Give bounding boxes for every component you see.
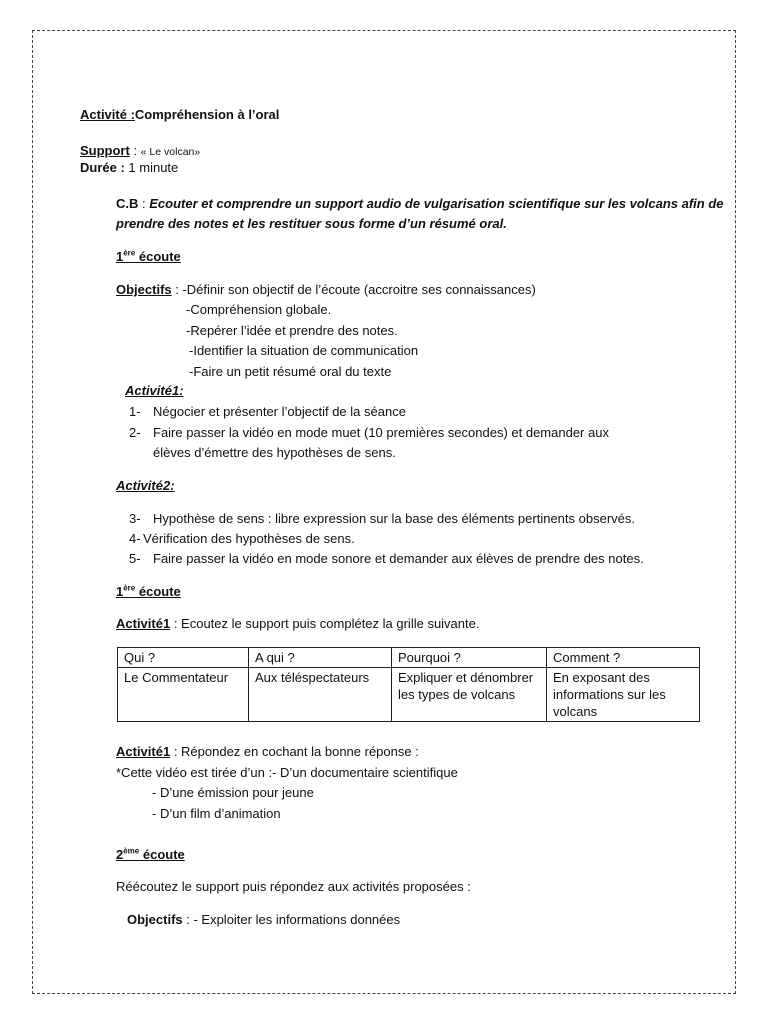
support-value: « Le volcan» — [140, 146, 201, 158]
activity2-title: Activité2: — [116, 478, 175, 493]
task2-line — [116, 744, 419, 760]
support-line: Support : « Le volcan» — [80, 143, 201, 158]
list-item-continued: élèves d’émettre des hypothèses de sens. — [153, 445, 396, 460]
table-cell: Aux téléspectateurs — [249, 668, 392, 722]
table-cell: Le Commentateur — [118, 668, 249, 722]
objective-item: -Identifier la situation de communication — [189, 343, 419, 358]
answer-option: - D’un film d’animation — [152, 806, 281, 821]
support-label: Support — [80, 143, 130, 158]
objectives2-label: Objectifs — [127, 912, 183, 927]
list-item: Hypothèse de sens : libre expression sur la base des éléments pertinents observés. — [153, 511, 635, 526]
objectives-line-1: Objectifs : -Définir son objectif de l’écoute (accroitre ses connaissances) — [116, 282, 536, 297]
duration-value: 1 minute — [124, 160, 179, 175]
answer-option: - D’une émission pour jeune — [152, 785, 314, 800]
table-header-cell: Qui ? — [118, 648, 249, 668]
duration-label: Durée : — [80, 160, 125, 175]
duration-line — [80, 160, 178, 176]
task2-question: *Cette vidéo est tirée d’un :- D’un documentaire scientifique — [116, 765, 458, 780]
task1-text: : Ecoutez le support puis complétez la grille suivante. — [170, 616, 480, 631]
task1-line — [116, 616, 479, 632]
list-item-num: 4- — [129, 531, 141, 546]
cb-label: C.B — [116, 196, 139, 211]
table-row — [118, 668, 700, 722]
task2-label: Activité1 — [116, 744, 171, 759]
list-item-num: 2- — [129, 425, 141, 440]
activity-title: Compréhension à l’oral — [134, 107, 280, 122]
qqoqc-grid — [117, 647, 700, 722]
table-header-cell: A qui ? — [249, 648, 392, 668]
list-item-num: 1- — [129, 404, 141, 419]
list-item: Vérification des hypothèses de sens. — [143, 531, 355, 546]
list-item: Faire passer la vidéo en mode muet (10 premières secondes) et demander aux — [153, 425, 609, 440]
table-header-cell: Pourquoi ? — [392, 648, 547, 668]
section-heading-ecoute-2: 2ème écoute — [116, 846, 185, 862]
table-cell: En exposant des informations sur les volcans — [547, 668, 700, 722]
list-item: Négocier et présenter l’objectif de la séance — [153, 404, 406, 419]
objective-item: -Repérer l’idée et prendre des notes. — [186, 323, 398, 338]
objectives2-line — [127, 912, 400, 928]
task2-text: : Répondez en cochant la bonne réponse : — [170, 744, 419, 759]
cb-text-2: prendre des notes et les restituer sous forme d’un résumé oral. — [116, 216, 507, 231]
table-cell: Expliquer et dénombrer les types de volcans — [392, 668, 547, 722]
objectives-label: Objectifs — [116, 282, 172, 297]
list-item-num: 3- — [129, 511, 141, 526]
reecoute-instruction: Réécoutez le support puis répondez aux activités proposées : — [116, 879, 471, 894]
list-item-num: 5- — [129, 551, 141, 566]
objective-item: -Faire un petit résumé oral du texte — [189, 364, 392, 379]
activity-heading — [80, 107, 279, 123]
activity1-title: Activité1: — [125, 383, 184, 398]
task1-label: Activité1 — [116, 616, 171, 631]
activity-label: Activité : — [80, 107, 135, 122]
cb-line-1: C.B : Ecouter et comprendre un support audio de vulgarisation scientifique sur les volcans afin de — [116, 196, 724, 211]
objectives2-text: : - Exploiter les informations données — [182, 912, 401, 927]
section-heading-ecoute-1b: 1ère écoute — [116, 583, 181, 599]
cb-text-1: Ecouter et comprendre un support audio de vulgarisation scientifique sur les volcans afin de — [149, 196, 724, 211]
objective-item: -Compréhension globale. — [186, 302, 332, 317]
list-item: Faire passer la vidéo en mode sonore et demander aux élèves de prendre des notes. — [153, 551, 644, 566]
table-header-cell: Comment ? — [547, 648, 700, 668]
section-heading-ecoute-1: 1ère écoute — [116, 248, 181, 264]
table-header-row — [118, 648, 700, 668]
